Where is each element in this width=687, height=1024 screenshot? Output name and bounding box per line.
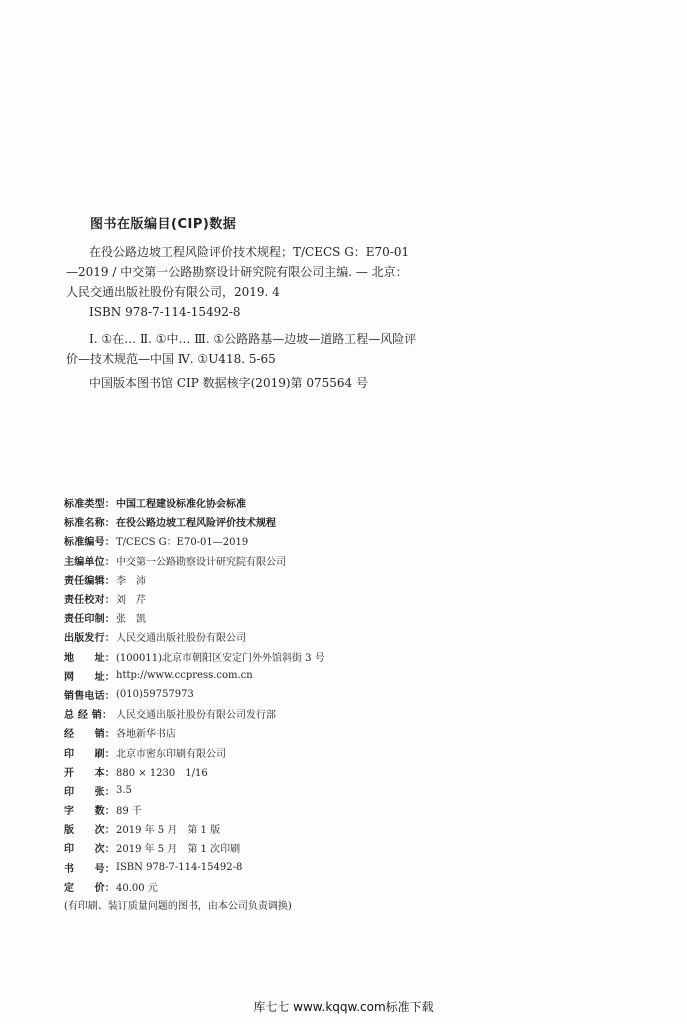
fact-value: 人民交通出版社股份有限公司 (116, 633, 246, 645)
fact-label: 出版发行： (64, 633, 115, 645)
fact-row (64, 551, 444, 570)
fact-label: 书 号： (64, 863, 115, 875)
fact-value: ISBN 978-7-114-15492-8 (116, 861, 243, 873)
publication-facts (64, 493, 444, 912)
fact-label: 字 数： (64, 806, 115, 818)
fact-row (64, 800, 444, 819)
fact-label: 网 址： (64, 671, 115, 683)
cip-description: 在役公路边坡工程风险评价技术规程；T/CECS G：E70-01—2019 / 中交第一公路勘察设计研究院有限公司主编. — 北京：人民交通出版社股份有限公司，2019. 4 (66, 245, 410, 299)
fact-value: 张 凯 (116, 614, 146, 626)
fact-value: 40.00 元 (116, 882, 158, 894)
fact-row (64, 666, 444, 685)
fact-row (64, 589, 444, 608)
fact-row (64, 742, 444, 761)
quality-note: (有印刷、装订质量问题的图书，由本公司负责调换) (64, 900, 292, 912)
cip-classification: Ⅰ. ①在… Ⅱ. ①中… Ⅲ. ①公路路基—边坡—道路工程—风险评价—技术规范—中国 Ⅳ. ①U418. 5-65 (66, 332, 417, 366)
fact-row (64, 531, 444, 550)
fact-value: 880 × 1230 1/16 (116, 767, 208, 779)
cip-data-block (66, 242, 418, 393)
fact-row (64, 570, 444, 589)
fact-row (64, 512, 444, 531)
fact-row (64, 608, 444, 627)
fact-value: http://www.ccpress.com.cn (116, 669, 253, 681)
fact-value: 中国工程建设标准化协会标准 (116, 499, 246, 511)
fact-label: 责任印制： (64, 614, 115, 626)
fact-label: 定 价： (64, 882, 115, 894)
fact-label: 责任校对： (64, 595, 115, 607)
fact-value: 中交第一公路勘察设计研究院有限公司 (116, 556, 286, 568)
fact-row (64, 781, 444, 800)
fact-value: T/CECS G：E70-01—2019 (116, 537, 249, 549)
fact-row (64, 762, 444, 781)
fact-row (64, 647, 444, 666)
cip-title: 图书在版编目(CIP)数据 (90, 217, 237, 232)
fact-label: 总 经 销： (64, 710, 113, 722)
fact-label: 地 址： (64, 652, 115, 664)
fact-value: 李 沛 (116, 575, 146, 587)
fact-label: 经 销： (64, 729, 115, 741)
fact-label: 标准名称： (64, 518, 115, 530)
fact-label: 标准编号： (64, 537, 115, 549)
fact-row (64, 858, 444, 877)
fact-row (64, 838, 444, 857)
fact-value: 北京市密东印刷有限公司 (116, 748, 226, 760)
fact-row (64, 819, 444, 838)
fact-value: 人民交通出版社股份有限公司发行部 (116, 710, 276, 722)
footer-watermark: 库七七 www.kqqw.com标准下载 (253, 1000, 434, 1014)
fact-value: 各地新华书店 (116, 729, 176, 741)
fact-value: 刘 芹 (116, 595, 146, 607)
fact-value: 3.5 (116, 784, 132, 796)
fact-row (64, 723, 444, 742)
fact-label: 版 次： (64, 825, 115, 837)
cip-isbn: ISBN 978-7-114-15492-8 (89, 305, 241, 319)
fact-value: (010)59757973 (116, 688, 194, 700)
fact-row (64, 685, 444, 704)
fact-value: (100011)北京市朝阳区安定门外外馆斜街 3 号 (116, 652, 325, 664)
fact-label: 印 张： (64, 786, 115, 798)
cip-number: 中国版本图书馆 CIP 数据核字(2019)第 075564 号 (89, 376, 368, 390)
fact-value: 2019 年 5 月 第 1 次印刷 (116, 844, 241, 856)
fact-value: 在役公路边坡工程风险评价技术规程 (116, 518, 276, 530)
fact-label: 标准类型： (64, 499, 115, 511)
fact-value: 2019 年 5 月 第 1 版 (116, 825, 221, 837)
fact-label: 印 次： (64, 844, 115, 856)
fact-row (64, 493, 444, 512)
fact-row (64, 627, 444, 646)
fact-row (64, 877, 444, 896)
fact-label: 责任编辑： (64, 575, 115, 587)
fact-label: 销售电话： (64, 690, 115, 702)
fact-label: 开 本： (64, 767, 115, 779)
fact-label: 印 刷： (64, 748, 115, 760)
fact-label: 主编单位： (64, 556, 115, 568)
fact-row (64, 704, 444, 723)
fact-value: 89 千 (116, 806, 142, 818)
